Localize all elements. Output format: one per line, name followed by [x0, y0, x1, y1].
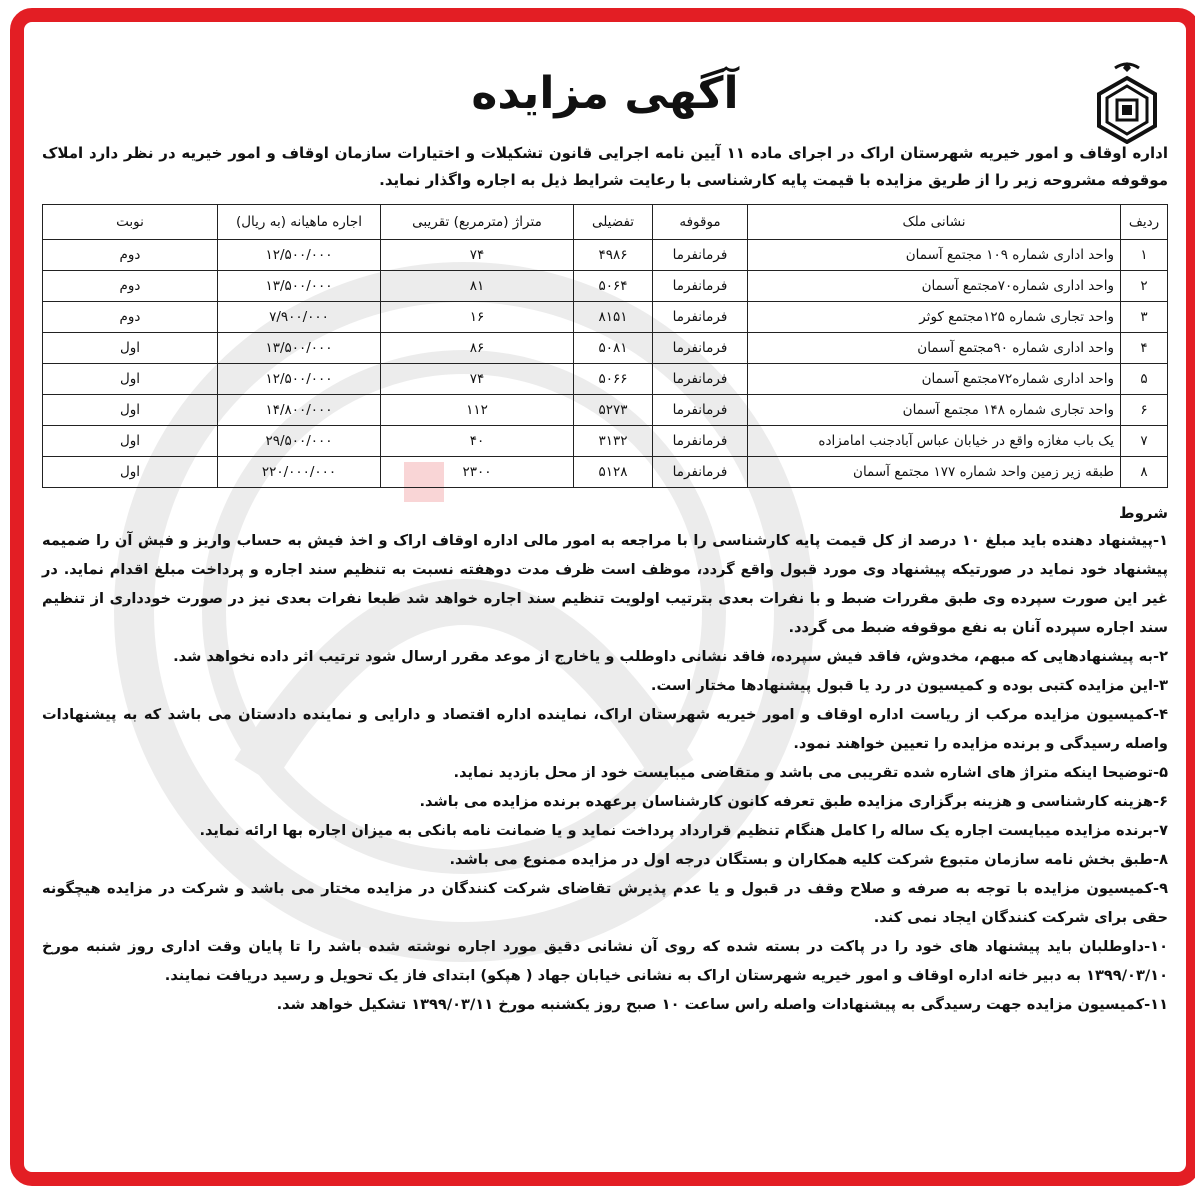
condition-item: ۸-طبق بخش نامه سازمان متبوع شرکت کلیه همکاران و بستگان درجه اول در مزایده ممنوع می باشد.	[449, 851, 1168, 868]
cell-area: ۸۱	[381, 271, 574, 302]
ad-frame	[10, 8, 1195, 1186]
cell-round: اول	[43, 395, 218, 426]
cell-rent: ۱۴/۸۰۰/۰۰۰	[218, 395, 381, 426]
cell-endowment: فرمانفرما	[653, 271, 748, 302]
condition-item: ۱-پیشنهاد دهنده باید مبلغ ۱۰ درصد از کل قیمت پایه کارشناسی را با مراجعه به امور مالی اداره اوقاف اراک و اخذ فیش به حساب واریز و فیش آن را ضمیمه پیشنهاد خود نماید در صورتیکه پیشنهاد وی مورد قبول واقع گردد، موظف است ظرف مدت دوهفته نسبت به تنظیم سند اجاره و پرداخت مبلغ اقدام نماید. در غیر این صورت سپرده وی طبق مقررات ضبط و با نفرات بعدی بترتیب اولویت تنظیم سند اجاره خواهد شد طبعا نفرات بعدی نیز در صورت خودداری از تنظیم سند اجاره سپرده آنان به نفع موقوفه ضبط می گردد.	[42, 532, 1168, 636]
cell-endowment: فرمانفرما	[653, 395, 748, 426]
cell-row: ۳	[1121, 302, 1168, 333]
cell-round: اول	[43, 364, 218, 395]
condition-item: ۱۰-داوطلبان باید پیشنهاد های خود را در پاکت در بسته شده که روی آن نشانی دقیق مورد اجاره نوشته شده باشد را تا پایان وقت اداری روز شنبه مورخ ۱۳۹۹/۰۳/۱۰ به دبیر خانه اداره اوقاف و امور خیریه شهرستان اراک به نشانی خیابان جهاد ( هپکو) ابتدای فاز یک تحویل و رسید دریافت نمایند.	[42, 938, 1168, 984]
cell-row: ۴	[1121, 333, 1168, 364]
header	[42, 22, 1168, 140]
cell-row: ۵	[1121, 364, 1168, 395]
cell-detail: ۵۰۶۴	[574, 271, 653, 302]
col-header-detail: تفضیلی	[574, 205, 653, 240]
table-row	[43, 426, 1168, 457]
col-header-round: نوبت	[43, 205, 218, 240]
table-row	[43, 302, 1168, 333]
conditions-section	[42, 504, 1168, 1019]
condition-item: ۹-کمیسیون مزایده با توجه به صرفه و صلاح وقف در قبول و یا عدم پذیرش تقاضای شرکت کنندگان در مزایده مختار می باشد و شرکت در مزایده هیچگونه حقی برای شرکت کنندگان ایجاد نمی کند.	[42, 880, 1168, 926]
cell-endowment: فرمانفرما	[653, 457, 748, 488]
cell-address: واحد اداری شماره۷۲مجتمع آسمان	[748, 364, 1121, 395]
condition-item: ۳-این مزایده کتبی بوده و کمیسیون در رد یا قبول پیشنهادها مختار است.	[650, 677, 1168, 694]
intro-paragraph: اداره اوقاف و امور خیریه شهرستان اراک در اجرای ماده ۱۱ آیین نامه اجرایی قانون تشکیلات و اختیارات سازمان اوقاف و امور خیریه در نظر دارد املاک موقوفه مشروحه زیر را از طریق مزایده با قیمت پایه کارشناسی با رعایت شرایط ذیل به اجاره واگذار نماید.	[42, 144, 1169, 189]
condition-item: ۲-به پیشنهادهایی که مبهم، مخدوش، فاقد فیش سپرده، فاقد نشانی داوطلب و یاخارج از موعد مقرر ارسال شود ترتیب اثر داده نخواهد شد.	[173, 648, 1168, 665]
cell-address: واحد اداری شماره ۱۰۹ مجتمع آسمان	[748, 240, 1121, 271]
cell-detail: ۴۹۸۶	[574, 240, 653, 271]
cell-address: واحد اداری شماره۷۰مجتمع آسمان	[748, 271, 1121, 302]
cell-endowment: فرمانفرما	[653, 240, 748, 271]
cell-detail: ۵۰۶۶	[574, 364, 653, 395]
cell-round: اول	[43, 426, 218, 457]
condition-item: ۷-برنده مزایده میبایست اجاره یک ساله را کامل هنگام تنظیم قرارداد پرداخت نماید و یا ضمانت نامه بانکی به میزان اجاره بها ارائه نماید.	[199, 822, 1168, 839]
awqaf-logo-icon	[1092, 58, 1162, 144]
conditions-title: شروط	[1119, 504, 1168, 522]
cell-address: واحد تجاری شماره ۱۲۵مجتمع کوثر	[748, 302, 1121, 333]
cell-detail: ۸۱۵۱	[574, 302, 653, 333]
cell-round: دوم	[43, 240, 218, 271]
table-row	[43, 364, 1168, 395]
cell-row: ۷	[1121, 426, 1168, 457]
cell-row: ۱	[1121, 240, 1168, 271]
cell-rent: ۱۳/۵۰۰/۰۰۰	[218, 333, 381, 364]
cell-area: ۲۳۰۰	[381, 457, 574, 488]
cell-round: دوم	[43, 271, 218, 302]
condition-item: ۶-هزینه کارشناسی و هزینه برگزاری مزایده طبق تعرفه کانون کارشناسان برعهده برنده مزایده می باشد.	[419, 793, 1168, 810]
cell-rent: ۱۲/۵۰۰/۰۰۰	[218, 240, 381, 271]
cell-rent: ۲۹/۵۰۰/۰۰۰	[218, 426, 381, 457]
col-header-address: نشانی ملک	[748, 205, 1121, 240]
table-row	[43, 457, 1168, 488]
cell-endowment: فرمانفرما	[653, 426, 748, 457]
table-row	[43, 271, 1168, 302]
cell-detail: ۳۱۳۲	[574, 426, 653, 457]
cell-round: اول	[43, 457, 218, 488]
cell-row: ۶	[1121, 395, 1168, 426]
properties-table	[42, 204, 1168, 488]
cell-area: ۷۴	[381, 364, 574, 395]
cell-rent: ۷/۹۰۰/۰۰۰	[218, 302, 381, 333]
page-title: آگهی مزایده	[471, 68, 739, 119]
col-header-endowment: موقوفه	[653, 205, 748, 240]
table-row	[43, 333, 1168, 364]
table-row	[43, 395, 1168, 426]
cell-endowment: فرمانفرما	[653, 333, 748, 364]
table-header-row	[43, 205, 1168, 240]
cell-row: ۸	[1121, 457, 1168, 488]
cell-area: ۱۶	[381, 302, 574, 333]
cell-endowment: فرمانفرما	[653, 302, 748, 333]
cell-address: واحد تجاری شماره ۱۴۸ مجتمع آسمان	[748, 395, 1121, 426]
cell-rent: ۱۳/۵۰۰/۰۰۰	[218, 271, 381, 302]
table-row	[43, 240, 1168, 271]
cell-rent: ۱۲/۵۰۰/۰۰۰	[218, 364, 381, 395]
cell-round: دوم	[43, 302, 218, 333]
condition-item: ۱۱-کمیسیون مزایده جهت رسیدگی به پیشنهادات واصله راس ساعت ۱۰ صبح روز یکشنبه مورخ ۱۳۹۹/۰۳/۱۱ تشکیل خواهد شد.	[276, 996, 1168, 1013]
cell-address: طبقه زیر زمین واحد شماره ۱۷۷ مجتمع آسمان	[748, 457, 1121, 488]
col-header-area: متراژ (مترمربع) تقریبی	[381, 205, 574, 240]
cell-address: واحد اداری شماره ۹۰مجتمع آسمان	[748, 333, 1121, 364]
cell-detail: ۵۲۷۳	[574, 395, 653, 426]
cell-rent: ۲۲۰/۰۰۰/۰۰۰	[218, 457, 381, 488]
cell-area: ۸۶	[381, 333, 574, 364]
cell-address: یک باب مغازه واقع در خیابان عباس آبادجنب امامزاده	[748, 426, 1121, 457]
condition-item: ۴-کمیسیون مزایده مرکب از ریاست اداره اوقاف و امور خیریه شهرستان اراک، نماینده اداره اقتصاد و دارایی و نماینده دادستان می باشد که به پیشنهادات واصله رسیدگی و برنده مزایده را تعیین خواهند نمود.	[42, 706, 1168, 752]
cell-row: ۲	[1121, 271, 1168, 302]
cell-detail: ۵۰۸۱	[574, 333, 653, 364]
cell-round: اول	[43, 333, 218, 364]
cell-detail: ۵۱۲۸	[574, 457, 653, 488]
cell-area: ۴۰	[381, 426, 574, 457]
col-header-rent: اجاره ماهیانه (به ریال)	[218, 205, 381, 240]
cell-endowment: فرمانفرما	[653, 364, 748, 395]
cell-area: ۷۴	[381, 240, 574, 271]
condition-item: ۵-توضیحا اینکه متراژ های اشاره شده تقریبی می باشد و متقاضی میبایست خود از محل بازدید نماید.	[453, 764, 1168, 781]
col-header-row: ردیف	[1121, 205, 1168, 240]
cell-area: ۱۱۲	[381, 395, 574, 426]
